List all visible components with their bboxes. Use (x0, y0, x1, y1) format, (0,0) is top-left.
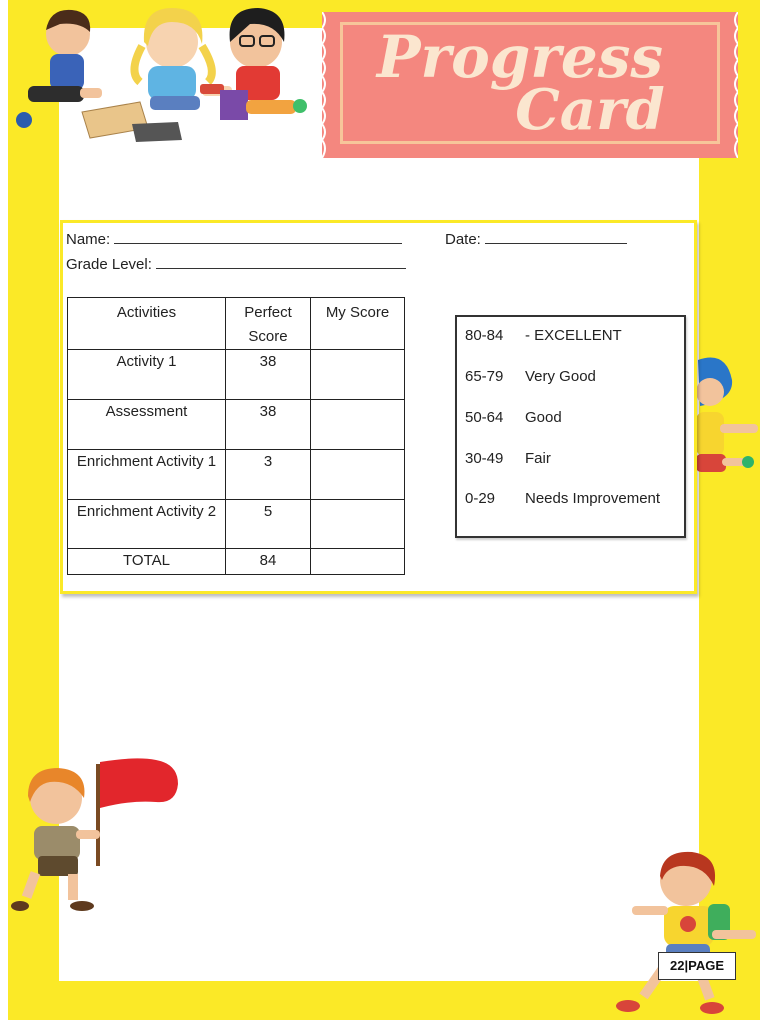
legend-rating: - EXCELLENT (525, 327, 622, 344)
legend-range: 65-79 (465, 368, 504, 385)
table-row (68, 450, 405, 500)
table-row (68, 500, 405, 549)
total-my-score-cell[interactable] (311, 549, 405, 575)
activity-cell: Activity 1 (68, 350, 226, 400)
name-field[interactable] (66, 229, 402, 248)
legend-rating: Needs Improvement (525, 490, 661, 507)
score-table (67, 297, 405, 575)
date-blank[interactable] (485, 229, 627, 244)
running-boy-illustration (608, 846, 764, 1022)
my-score-cell[interactable] (311, 400, 405, 450)
legend-row (465, 450, 551, 467)
legend-rating: Fair (525, 450, 551, 467)
grade-level-field[interactable] (66, 254, 406, 273)
date-label: Date: (445, 231, 481, 248)
page-number-box (658, 952, 736, 980)
my-score-cell[interactable] (311, 450, 405, 500)
perfect-score-cell: 38 (226, 400, 311, 450)
table-header-row (68, 298, 405, 350)
name-label: Name: (66, 231, 111, 248)
table-row (68, 350, 405, 400)
banner-title-line1: Progress (376, 23, 664, 91)
header-my-score: My Score (311, 298, 405, 350)
grade-level-blank[interactable] (156, 254, 406, 269)
flag-boy-illustration (6, 756, 186, 916)
legend-range: 50-64 (465, 409, 504, 426)
my-score-cell[interactable] (311, 350, 405, 400)
grade-level-label: Grade Level: (66, 256, 152, 273)
header-activities: Activities (68, 298, 226, 350)
legend-range: 0-29 (465, 490, 496, 507)
banner-title (360, 23, 700, 143)
banner-title-line2: Card (515, 77, 665, 143)
total-perfect-score-cell: 84 (226, 549, 311, 575)
page-separator: | (684, 958, 689, 973)
date-field[interactable] (445, 229, 627, 248)
activity-cell: Enrichment Activity 2 (68, 500, 226, 549)
activity-cell: Assessment (68, 400, 226, 450)
legend-row (465, 327, 622, 344)
table-total-row (68, 549, 405, 575)
legend-rating: Very Good (525, 368, 596, 385)
peeking-child-illustration (696, 350, 764, 480)
my-score-cell[interactable] (311, 500, 405, 549)
legend-range: 80-84 (465, 327, 504, 344)
page-number: 22 (670, 958, 685, 973)
kids-reading-illustration (10, 2, 310, 147)
perfect-score-cell: 3 (226, 450, 311, 500)
legend-rating: Good (525, 409, 562, 426)
header-perfect-score: Perfect Score (226, 298, 311, 350)
legend-row (465, 409, 562, 426)
perfect-score-cell: 38 (226, 350, 311, 400)
legend-range: 30-49 (465, 450, 504, 467)
legend-row (465, 490, 660, 507)
legend-row (465, 368, 596, 385)
activity-cell: Enrichment Activity 1 (68, 450, 226, 500)
rating-legend (455, 315, 686, 538)
name-blank[interactable] (114, 229, 402, 244)
perfect-score-cell: 5 (226, 500, 311, 549)
table-row (68, 400, 405, 450)
page-label: PAGE (688, 958, 724, 973)
total-label-cell: TOTAL (68, 549, 226, 575)
